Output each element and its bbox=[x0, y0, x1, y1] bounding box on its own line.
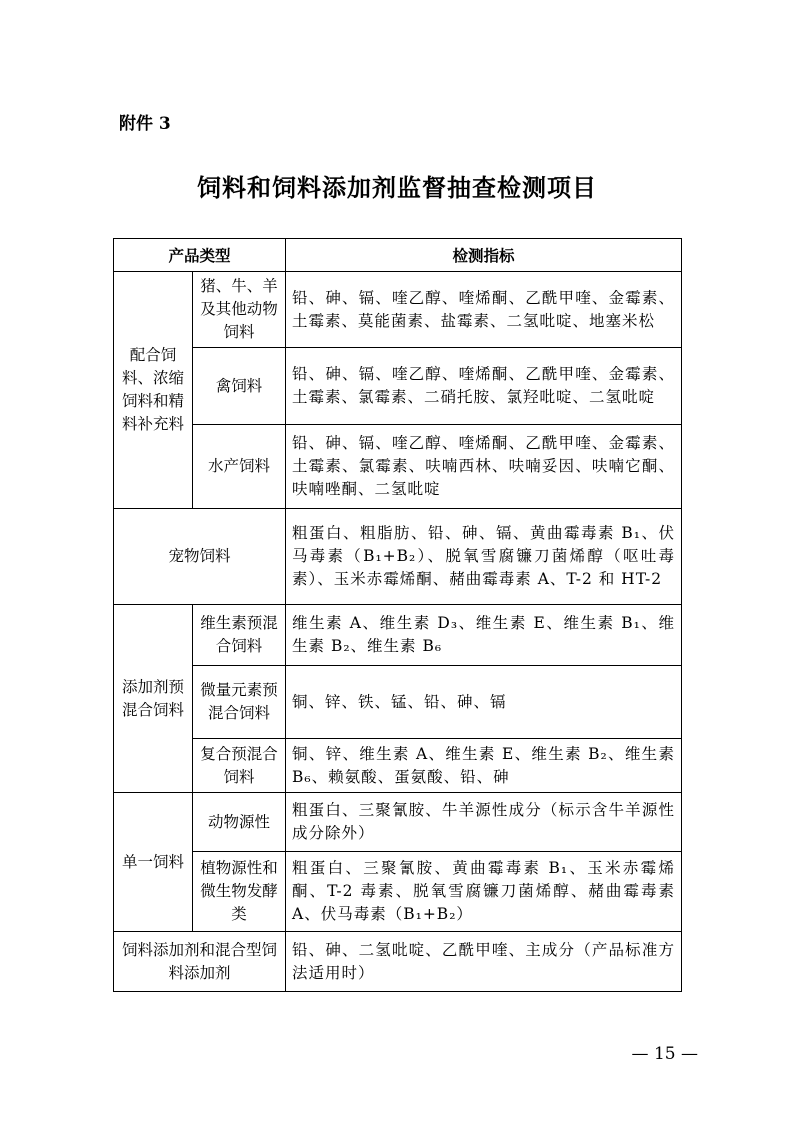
items-cell: 铅、砷、镉、喹乙醇、喹烯酮、乙酰甲喹、金霉素、土霉素、氯霉素、呋喃西林、呋喃妥因、呋喃它酮、呋喃唑酮、二氢吡啶 bbox=[286, 425, 682, 509]
subcategory-cell: 动物源性 bbox=[193, 793, 286, 852]
table-row bbox=[114, 509, 682, 605]
items-cell: 粗蛋白、粗脂肪、铅、砷、镉、黄曲霉毒素 B₁、伏马毒素（B₁+B₂）、脱氧雪腐镰刀菌烯醇（呕吐毒素）、玉米赤霉烯酮、赭曲霉毒素 A、T-2 和 HT-2 bbox=[286, 509, 682, 605]
subcategory-cell: 禽饲料 bbox=[193, 348, 286, 425]
table-row bbox=[114, 739, 682, 793]
items-cell: 粗蛋白、三聚氰胺、牛羊源性成分（标示含牛羊源性成分除外） bbox=[286, 793, 682, 852]
document-title: 饲料和饲料添加剂监督抽查检测项目 bbox=[197, 173, 597, 202]
subcategory-cell: 维生素预混合饲料 bbox=[193, 605, 286, 666]
table-header-row bbox=[114, 239, 682, 272]
table-row bbox=[114, 272, 682, 348]
items-cell: 铜、锌、铁、锰、铅、砷、镉 bbox=[286, 666, 682, 739]
category-cell: 单一饲料 bbox=[114, 793, 193, 932]
table-row bbox=[114, 425, 682, 509]
page-number: — 15 — bbox=[631, 1044, 698, 1064]
category-cell: 添加剂预混合饲料 bbox=[114, 605, 193, 793]
items-cell: 铅、砷、镉、喹乙醇、喹烯酮、乙酰甲喹、金霉素、土霉素、莫能菌素、盐霉素、二氢吡啶、地塞米松 bbox=[286, 272, 682, 348]
table-row bbox=[114, 793, 682, 852]
inspection-items-table bbox=[113, 238, 682, 992]
category-cell: 宠物饲料 bbox=[114, 509, 286, 605]
header-test-items: 检测指标 bbox=[286, 239, 682, 272]
subcategory-cell: 水产饲料 bbox=[193, 425, 286, 509]
header-product-type: 产品类型 bbox=[114, 239, 286, 272]
subcategory-cell: 微量元素预混合饲料 bbox=[193, 666, 286, 739]
items-cell: 维生素 A、维生素 D₃、维生素 E、维生素 B₁、维生素 B₂、维生素 B₆ bbox=[286, 605, 682, 666]
table-row bbox=[114, 605, 682, 666]
annex-label: 附件 3 bbox=[119, 114, 171, 134]
items-cell: 铜、锌、维生素 A、维生素 E、维生素 B₂、维生素 B₆、赖氨酸、蛋氨酸、铅、砷 bbox=[286, 739, 682, 793]
category-cell: 饲料添加剂和混合型饲料添加剂 bbox=[114, 932, 286, 992]
category-cell: 配合饲料、浓缩饲料和精料补充料 bbox=[114, 272, 193, 509]
table-row bbox=[114, 348, 682, 425]
table-row bbox=[114, 932, 682, 992]
subcategory-cell: 猪、牛、羊及其他动物饲料 bbox=[193, 272, 286, 348]
subcategory-cell: 复合预混合饲料 bbox=[193, 739, 286, 793]
items-cell: 粗蛋白、三聚氰胺、黄曲霉毒素 B₁、玉米赤霉烯酮、T-2 毒素、脱氧雪腐镰刀菌烯醇、赭曲霉毒素 A、伏马毒素（B₁+B₂） bbox=[286, 852, 682, 932]
subcategory-cell: 植物源性和微生物发酵类 bbox=[193, 852, 286, 932]
table-row bbox=[114, 666, 682, 739]
table-row bbox=[114, 852, 682, 932]
items-cell: 铅、砷、镉、喹乙醇、喹烯酮、乙酰甲喹、金霉素、土霉素、氯霉素、二硝托胺、氯羟吡啶、二氢吡啶 bbox=[286, 348, 682, 425]
items-cell: 铅、砷、二氢吡啶、乙酰甲喹、主成分（产品标准方法适用时） bbox=[286, 932, 682, 992]
